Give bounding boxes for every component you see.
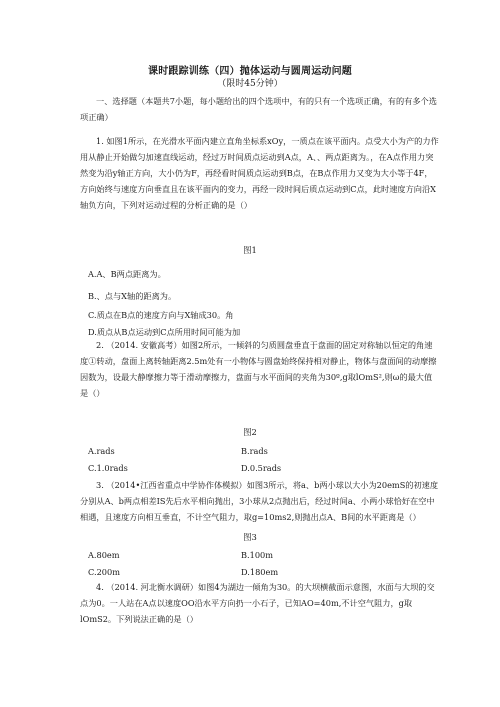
question-3-stem: 3. （2014•江西省重点中学协作体模拟）如图3所示，将a、b两小球以大小为20emS的初速度分别从A、b两点相差IS先后水平相向抛出，3小球从2点抛出后，经过时间a、小两小球恰好在空中相遇，且速度方向相互垂直，不计空气阻力，取g=10ms2,则抛出点A、B间的水平距离是（） [80, 480, 439, 522]
figure-3-caption: 图3 [243, 532, 257, 542]
question-4-stem: 4. （2014. 河北衡水调研）如图4为湖边一倾角为30。的大坝横截面示意图，水面与大坝的交点为0。一人站在A点以速度OO沿水平方向扔一小石子，已知AO=40m,不计空气阻力，g取lOmS2。下列说法正确的是（） [80, 582, 435, 624]
q2-option-d: D.0.5rads [241, 463, 282, 473]
q1-option-c: C.质点在B点的速度方向与X轴成30。角 [88, 310, 234, 320]
figure-2-caption: 图2 [243, 427, 257, 437]
q2-option-a: A.rads [88, 446, 115, 456]
q1-option-a: A.A、B两点距离为。 [88, 269, 166, 279]
time-limit: （限时45分钟） [217, 79, 283, 89]
section-heading: 一、选择题（本题共7小题，每小题给出的四个选项中，有的只有一个选项正确，有的有多个选项正确） [80, 96, 437, 122]
q1-option-b: B.、点与X轴的距离为。 [88, 291, 177, 301]
q3-option-d: D.180em [241, 567, 279, 577]
q3-option-b: B.100m [241, 550, 274, 560]
q2-option-b: B.rads [241, 446, 268, 456]
question-1-stem: 1. 如图1所示，在光滑水平面内建立直角坐标系xOy，一质点在该平面内。点受大小为产的力作用从静止开始做匀加速直线运动，经过万时间质点运动到A点，A、、两点距离为。，在A点作用力突然变为沿y轴正方向，大小仍为F，再经看时间质点运动到B点，在B点作用力又变为大小等于4F，方向始终与速度方向垂直且在该平面内的变力，再经一段时间后质点运动到C点，此时速度方向沿X轴负方向，下列对运动过程的分析正确的是（） [80, 136, 439, 210]
q3-option-a: A.80em [88, 550, 120, 560]
question-2-stem: 2. （2014. 安徽高考）如图2所示，一倾斜的匀质圆盘垂直于盘面的固定对称轴以恒定的角速度①转动，盘面上离转轴距离2.5m处有一小物体与圆盘始终保持相对静止，物体与盘面间的动摩擦因数为，设最大静摩擦力等于滑动摩擦力，盘面与水平面间的夹角为30º,g取lOmS²,则ω的最大值是（） [80, 340, 437, 398]
document-title: 课时跟踪训练（四）抛体运动与圆周运动问题 [148, 66, 352, 77]
q2-option-c: C.1.0rads [88, 463, 128, 473]
figure-1-caption: 图1 [243, 245, 257, 255]
q3-option-c: C.200m [88, 567, 120, 577]
q1-option-d: D.质点从B点运动到C点所用时间可能为加 [88, 327, 241, 337]
